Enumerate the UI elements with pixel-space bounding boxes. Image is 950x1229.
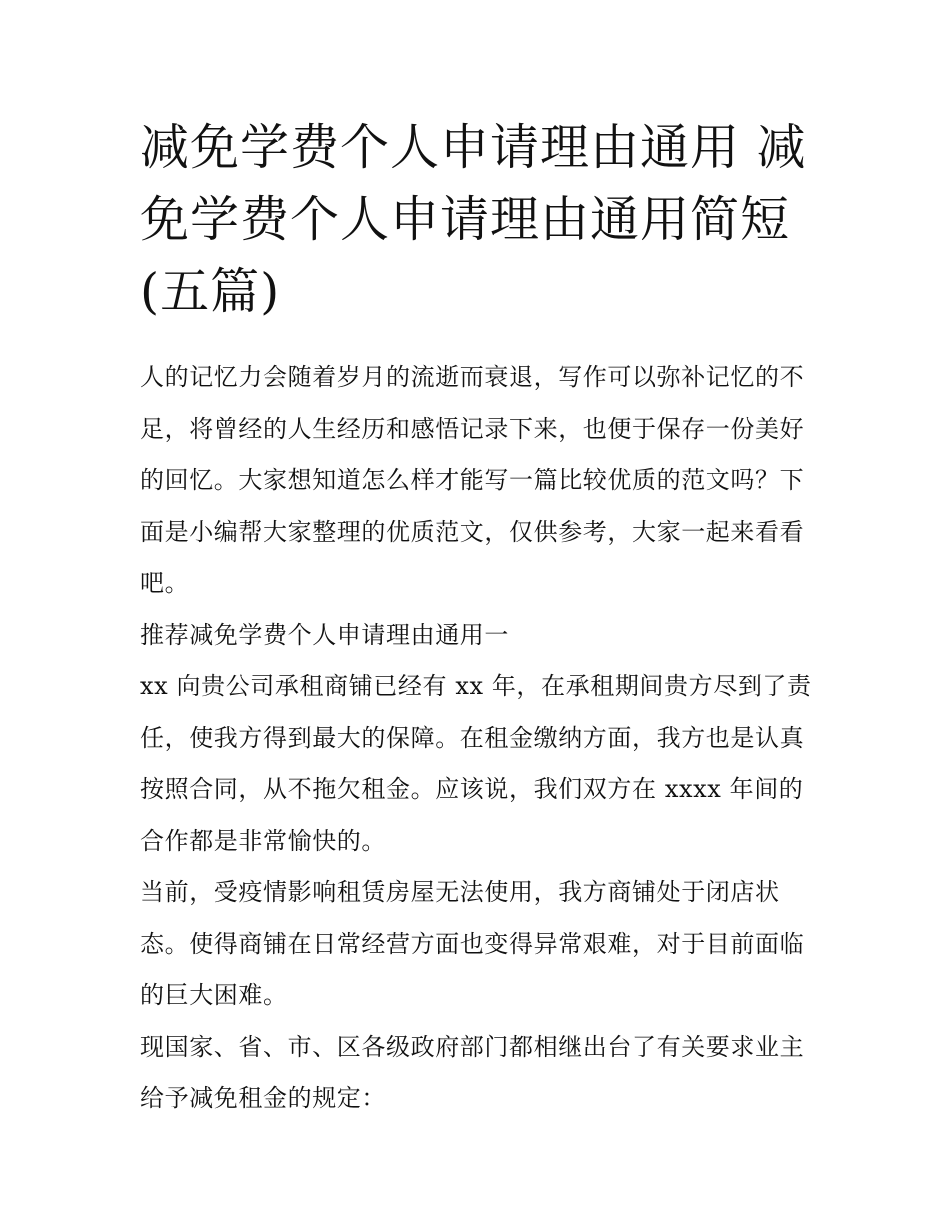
body-line: 态。使得商铺在日常经营方面也变得异常艰难，对于目前面临 [140, 929, 805, 958]
section-heading: 推荐减免学费个人申请理由通用一 [140, 620, 509, 649]
body-line: 给予减免租金的规定： [140, 1084, 386, 1112]
body-line: 合作都是非常愉快的。 [140, 826, 386, 855]
body-line: 当前，受疫情影响租赁房屋无法使用，我方商铺处于闭店状 [140, 878, 780, 906]
title-line: 减免学费个人申请理由通用 减 [140, 119, 807, 176]
body-line: 足，将曾经的人生经历和感悟记录下来，也便于保存一份美好 [140, 414, 805, 443]
document-body [140, 352, 820, 1125]
body-line: 任，使我方得到最大的保障。在租金缴纳方面，我方也是认真 [140, 723, 805, 752]
document-page [140, 112, 820, 1125]
body-line: 面是小编帮大家整理的优质范文，仅供参考，大家一起来看看 [140, 517, 805, 546]
body-line: xx 向贵公司承租商铺已经有 xx 年，在承租期间贵方尽到了责 [140, 672, 812, 700]
body-line: 按照合同，从不拖欠租金。应该说，我们双方在 xxxx 年间的 [140, 775, 804, 803]
body-line: 的回忆。大家想知道怎么样才能写一篇比较优质的范文吗？下 [140, 466, 805, 494]
title-line: 免学费个人申请理由通用简短 [140, 191, 791, 248]
body-line: 吧。 [140, 569, 190, 597]
body-line: 现国家、省、市、区各级政府部门都相继出台了有关要求业主 [140, 1032, 805, 1061]
document-title [140, 112, 820, 328]
title-line: (五篇) [140, 263, 281, 320]
body-line: 的巨大困难。 [140, 981, 288, 1009]
body-line: 人的记忆力会随着岁月的流逝而衰退，写作可以弥补记忆的不 [140, 363, 805, 391]
